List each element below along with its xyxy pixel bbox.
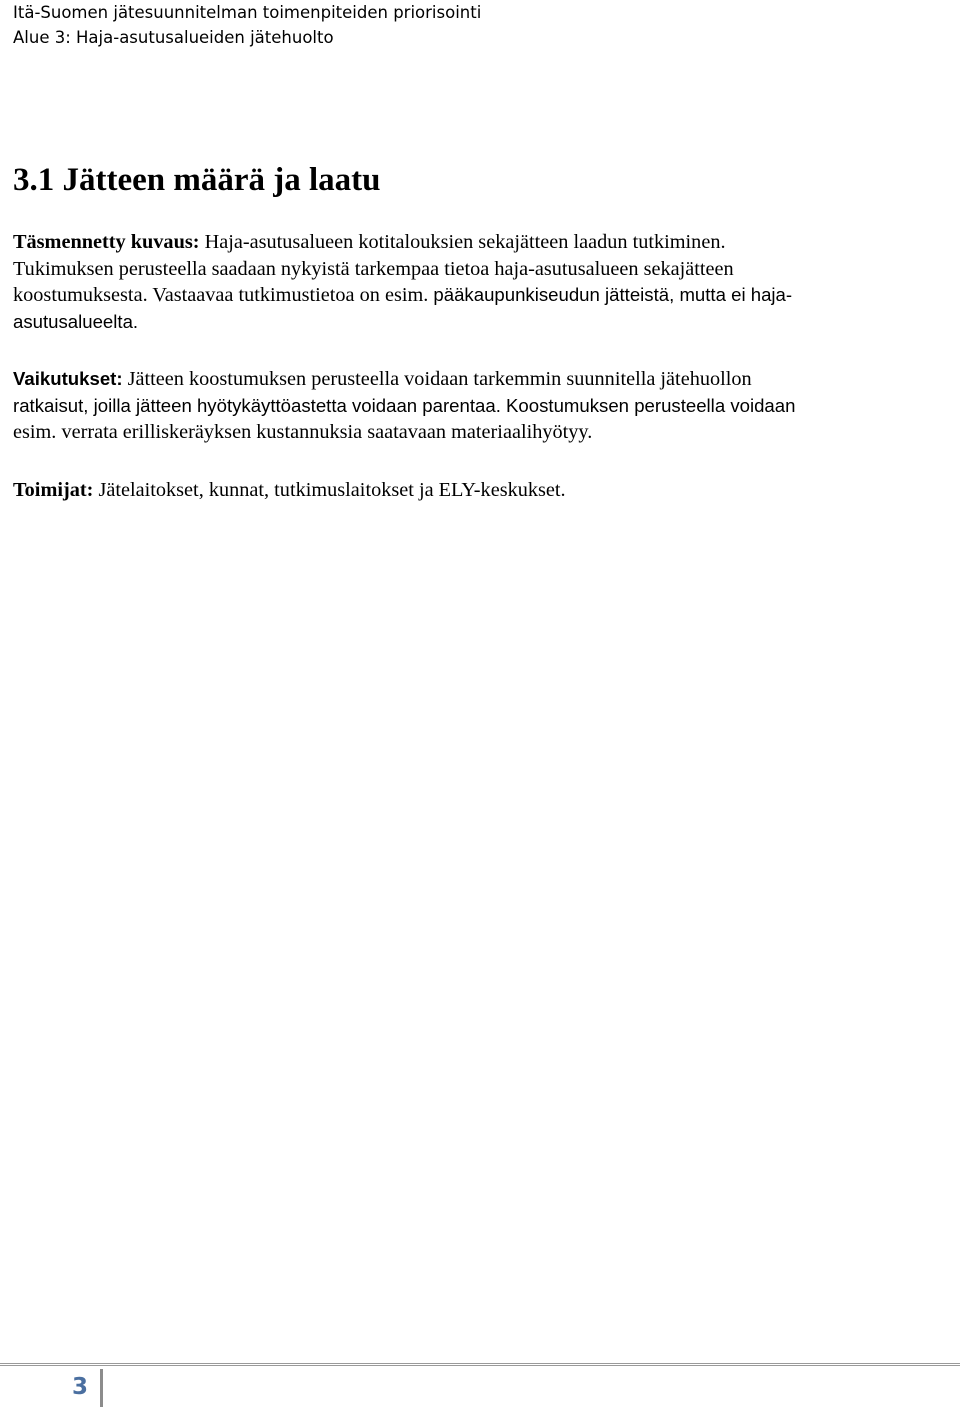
actors-line: [13, 477, 948, 504]
section-title: 3.1 Jätteen määrä ja laatu: [13, 162, 381, 198]
impacts-line-2: ratkaisut, joilla jätteen hyötykäyttöastetta voidaan parentaa. Koostumuksen perusteella voidaan: [13, 394, 796, 416]
impacts-paragraph: [13, 366, 948, 446]
actors-text: Jätelaitokset, kunnat, tutkimuslaitokset ja ELY-keskukset.: [93, 479, 566, 501]
description-text-1: Haja-asutusalueen kotitalouksien sekajätteen laadun tutkiminen.: [199, 231, 726, 253]
description-line-4: asutusalueelta.: [13, 310, 139, 332]
actors-label: Toimijat:: [13, 479, 94, 501]
description-paragraph: [13, 229, 948, 335]
header-document-title: Itä-Suomen jätesuunnitelman toimenpiteiden priorisointi: [13, 3, 482, 22]
impacts-line-1: [13, 366, 948, 393]
description-line-3: [13, 282, 948, 309]
description-text-3a: koostumuksesta. Vastaavaa tutkimustietoa on esim.: [13, 284, 434, 306]
header-section-title: Alue 3: Haja-asutusalueiden jätehuolto: [13, 28, 334, 47]
description-line-2: Tukimuksen perusteella saadaan nykyistä tarkempaa tietoa haja-asutusalueen sekajätteen: [13, 257, 734, 280]
impacts-label: Vaikutukset:: [13, 368, 123, 389]
description-line-1: [13, 229, 948, 256]
running-header: [13, 0, 481, 50]
footer-divider: [0, 1363, 960, 1366]
impacts-line-3: esim. verrata erilliskeräyksen kustannuksia saatavaan materiaalihyötyy.: [13, 421, 593, 443]
page-number-rule: [100, 1369, 103, 1407]
impacts-text-1: Jätteen koostumuksen perusteella voidaan tarkemmin suunnitella jätehuollon: [122, 368, 752, 390]
page-number: 3: [71, 1374, 88, 1400]
description-label: Täsmennetty kuvaus:: [13, 231, 200, 253]
actors-paragraph: [13, 477, 948, 504]
description-text-3b: pääkaupunkiseudun jätteistä, mutta ei haja-: [433, 284, 793, 305]
